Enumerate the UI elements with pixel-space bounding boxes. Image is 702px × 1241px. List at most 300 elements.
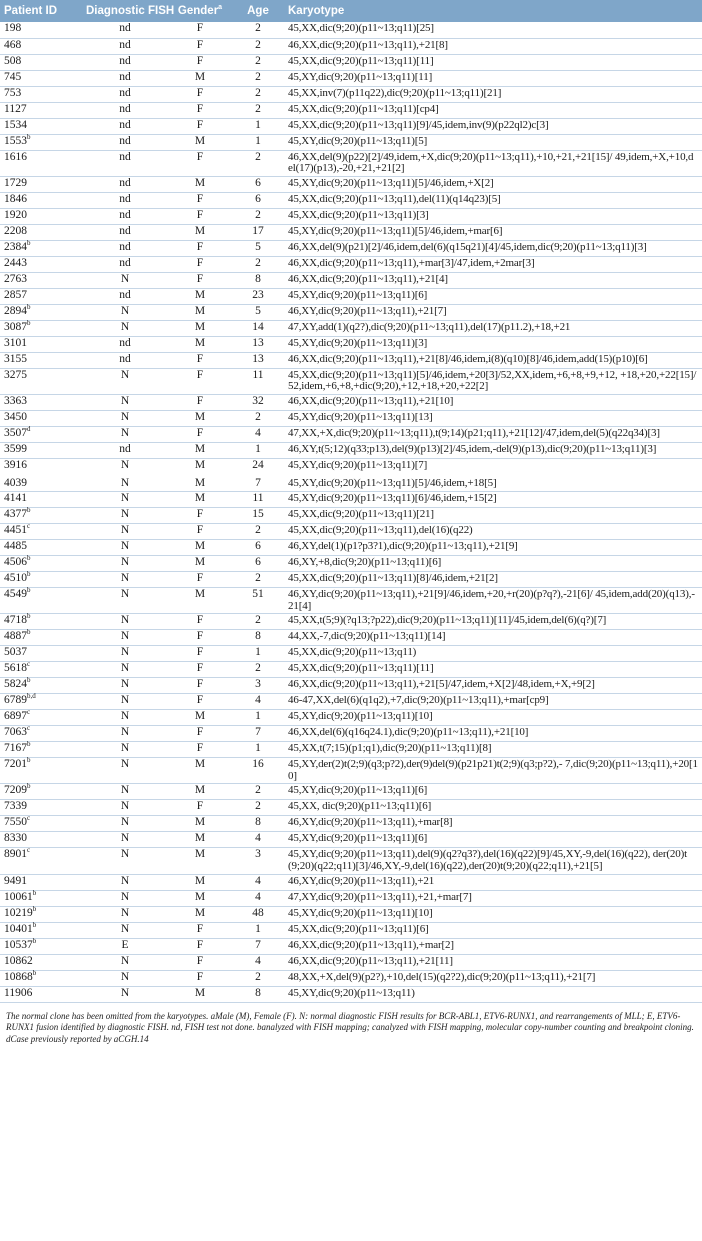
table-row: [0, 832, 702, 848]
karyotype-cell: 45,XX,dic(9;20)(p11~13;q11)[cp4]: [284, 102, 702, 118]
footnote-marker: d: [27, 425, 31, 434]
table-row: [0, 475, 702, 492]
gender-cell: F: [168, 150, 232, 176]
karyotype-cell: 45,XY,dic(9;20)(p11~13;q11): [284, 986, 702, 1002]
patient-id-cell: 7063$^c$: [0, 726, 82, 742]
age-cell: 1: [232, 710, 284, 726]
diagnostic-fish-cell: N: [82, 508, 168, 524]
patient-id-cell: 1729: [0, 176, 82, 192]
diagnostic-fish-cell: nd: [82, 150, 168, 176]
karyotype-cell: 45,XX,dic(9;20)(p11~13;q11)[5]/46,idem,+20[3]/52,XX,idem,+6,+8,+9,+12, +18,+20,+22[15]/52,idem,+6,+8,+dic(9;20),+12,+18,+20,+22[2]: [284, 368, 702, 394]
patient-id-cell: 4887$^b$: [0, 630, 82, 646]
header-patient-id: Patient ID: [0, 0, 82, 22]
footnote-marker: b: [27, 612, 31, 621]
footnote-marker: c: [27, 522, 31, 531]
table-row: [0, 336, 702, 352]
gender-cell: M: [168, 710, 232, 726]
age-cell: 1: [232, 118, 284, 134]
age-cell: 11: [232, 368, 284, 394]
table-row: [0, 240, 702, 256]
table-row: [0, 614, 702, 630]
gender-cell: F: [168, 572, 232, 588]
table-row: [0, 662, 702, 678]
karyotype-cell: 45,XX,dic(9;20)(p11~13;q11)[9]/45,idem,inv(9)(p22ql2)c[3]: [284, 118, 702, 134]
age-cell: 8: [232, 630, 284, 646]
age-cell: 8: [232, 816, 284, 832]
age-cell: 2: [232, 410, 284, 426]
footnote-marker: b: [27, 570, 31, 579]
karyotype-cell: 44,XX,-7,dic(9;20)(p11~13;q11)[14]: [284, 630, 702, 646]
diagnostic-fish-cell: N: [82, 662, 168, 678]
karyotype-cell: 45,XY,dic(9;20)(p11~13;q11)[7]: [284, 458, 702, 475]
karyotype-cell: 45,XX,dic(9;20)(p11~13;q11),del(11)(q14q23)[5]: [284, 192, 702, 208]
patient-id-cell: 3363: [0, 394, 82, 410]
patient-id-cell: 3087$^b$: [0, 320, 82, 336]
karyotype-cell: 45,XX,dic(9;20)(p11~13;q11),del(16)(q22): [284, 524, 702, 540]
patient-id-cell: 3507$^d$: [0, 426, 82, 442]
karyotype-cell: 45,XX,dic(9;20)(p11~13;q11)[6]: [284, 922, 702, 938]
table-row: [0, 208, 702, 224]
age-cell: 16: [232, 758, 284, 784]
age-cell: 2: [232, 102, 284, 118]
age-cell: 2: [232, 70, 284, 86]
patient-id-cell: 2763: [0, 272, 82, 288]
table-row: [0, 102, 702, 118]
footnote-marker: b: [27, 628, 31, 637]
patient-id-cell: 10219$^b$: [0, 906, 82, 922]
age-cell: 23: [232, 288, 284, 304]
karyotype-cell: 46,XX,dic(9;20)(p11~13;q11),+mar[2]: [284, 938, 702, 954]
age-cell: 2: [232, 524, 284, 540]
age-cell: 6: [232, 540, 284, 556]
age-cell: 5: [232, 240, 284, 256]
gender-cell: M: [168, 70, 232, 86]
diagnostic-fish-cell: N: [82, 475, 168, 492]
gender-cell: M: [168, 758, 232, 784]
karyotype-cell: 45,XY,dic(9;20)(p11~13;q11)[5]: [284, 134, 702, 150]
table-row: [0, 726, 702, 742]
gender-cell: F: [168, 208, 232, 224]
patient-id-cell: 753: [0, 86, 82, 102]
table-row: [0, 800, 702, 816]
gender-cell: F: [168, 630, 232, 646]
table-row: [0, 572, 702, 588]
karyotype-cell: 48,XX,+X,del(9)(p2?),+10,del(15)(q2?2),dic(9;20)(p11~13;q11),+21[7]: [284, 970, 702, 986]
diagnostic-fish-cell: N: [82, 970, 168, 986]
table-row: [0, 86, 702, 102]
patient-id-cell: 5037: [0, 646, 82, 662]
karyotype-cell: 46,XY,t(5;12)(q33;p13),del(9)(p13)[2]/45,idem,-del(9)(p13),dic(9;20)(p11~13;q11)[3]: [284, 442, 702, 458]
patient-id-cell: 6789$^{b,d}$: [0, 694, 82, 710]
age-cell: 1: [232, 742, 284, 758]
gender-cell: F: [168, 646, 232, 662]
gender-cell: M: [168, 784, 232, 800]
gender-cell: F: [168, 426, 232, 442]
gender-cell: F: [168, 240, 232, 256]
gender-cell: M: [168, 492, 232, 508]
gender-cell: M: [168, 320, 232, 336]
table-row: [0, 588, 702, 614]
age-cell: 2: [232, 614, 284, 630]
patient-id-cell: 7209$^b$: [0, 784, 82, 800]
age-cell: 6: [232, 556, 284, 572]
diagnostic-fish-cell: nd: [82, 22, 168, 38]
gender-cell: F: [168, 38, 232, 54]
diagnostic-fish-cell: nd: [82, 54, 168, 70]
age-cell: 13: [232, 336, 284, 352]
age-cell: 1: [232, 134, 284, 150]
diagnostic-fish-cell: N: [82, 524, 168, 540]
diagnostic-fish-cell: N: [82, 758, 168, 784]
age-cell: 2: [232, 800, 284, 816]
karyotype-cell: 45,XY,dic(9;20)(p11~13;q11),del(9)(q2?q3?),del(16)(q22)[9]/45,XY,-9,del(16)(q22), der(20)t(9;20)(q22;q11)[3]/46,XY,-9,del(16)(q22),der(20)t(9;20)(q22;q11),+21[5]: [284, 848, 702, 874]
karyotype-cell: 46,XX,del(6)(q16q24.1),dic(9;20)(p11~13;q11),+21[10]: [284, 726, 702, 742]
footnote-marker: b: [32, 920, 37, 929]
karyotype-cell: 45,XY,dic(9;20)(p11~13;q11)[3]: [284, 336, 702, 352]
patient-id-cell: 4718$^b$: [0, 614, 82, 630]
footnote-marker: b: [27, 554, 31, 563]
diagnostic-fish-cell: N: [82, 922, 168, 938]
gender-cell: F: [168, 922, 232, 938]
gender-cell: M: [168, 304, 232, 320]
gender-cell: F: [168, 118, 232, 134]
table-row: [0, 134, 702, 150]
table-row: [0, 224, 702, 240]
diagnostic-fish-cell: nd: [82, 256, 168, 272]
patient-id-cell: 1553$^b$: [0, 134, 82, 150]
patient-id-cell: 3599: [0, 442, 82, 458]
gender-cell: F: [168, 938, 232, 954]
table-row: [0, 784, 702, 800]
patient-id-cell: 4506$^b$: [0, 556, 82, 572]
footnote-marker: b: [27, 506, 31, 515]
table-row: [0, 874, 702, 890]
karyotype-cell: 45,XY,dic(9;20)(p11~13;q11)[11]: [284, 70, 702, 86]
diagnostic-fish-cell: N: [82, 304, 168, 320]
gender-cell: F: [168, 954, 232, 970]
table-row: [0, 848, 702, 874]
table-row: [0, 272, 702, 288]
gender-cell: M: [168, 442, 232, 458]
patient-id-cell: 4485: [0, 540, 82, 556]
karyotype-cell: 45,XX,dic(9;20)(p11~13;q11)[21]: [284, 508, 702, 524]
diagnostic-fish-cell: N: [82, 726, 168, 742]
age-cell: 2: [232, 38, 284, 54]
patient-id-cell: 8901$^c$: [0, 848, 82, 874]
karyotype-cell: 45,XY,dic(9;20)(p11~13;q11)[5]/46,idem,+18[5]: [284, 475, 702, 492]
table-row: [0, 556, 702, 572]
footnote-marker: b: [32, 936, 37, 945]
gender-cell: F: [168, 614, 232, 630]
age-cell: 14: [232, 320, 284, 336]
patient-id-cell: 5824$^b$: [0, 678, 82, 694]
diagnostic-fish-cell: N: [82, 694, 168, 710]
karyotype-cell: 45,XY,dic(9;20)(p11~13;q11)[10]: [284, 710, 702, 726]
gender-cell: M: [168, 906, 232, 922]
gender-cell: M: [168, 556, 232, 572]
gender-cell: M: [168, 816, 232, 832]
karyotype-cell: 45,XY,der(2)t(2;9)(q3;p?2),der(9)del(9)(p21p21)t(2;9)(q3;p?2),- 7,dic(9;20)(p11~13;q11),+20[10]: [284, 758, 702, 784]
karyotype-cell: 47,XX,+X,dic(9;20)(p11~13;q11),t(9;14)(p21;q11),+21[12]/47,idem,del(5)(q22q34)[3]: [284, 426, 702, 442]
patient-id-cell: 7167$^b$: [0, 742, 82, 758]
diagnostic-fish-cell: nd: [82, 118, 168, 134]
gender-cell: F: [168, 256, 232, 272]
footnote-marker: c: [27, 814, 31, 823]
table-row: [0, 176, 702, 192]
table-footnote: The normal clone has been omitted from the karyotypes. aMale (M), Female (F). N: normal diagnostic FISH results for BCR-ABL1, ETV6-RUNX1, and rearrangements of MLL; E, ETV6-RUNX1 fusion identified by diagnostic FISH. nd, FISH test not done. banalyzed with FISH mapping; canalyzed with FISH mapping, molecular copy-number counting and breakpoint cloning. dCase previously reported by aCGH.14: [6, 1010, 694, 1044]
footnote-marker: b,d: [27, 692, 36, 701]
gender-cell: M: [168, 458, 232, 475]
karyotype-cell: 45,XY,dic(9;20)(p11~13;q11)[13]: [284, 410, 702, 426]
karyotype-cell: 46,XX,dic(9;20)(p11~13;q11),+21[5]/47,idem,+X[2]/48,idem,+X,+9[2]: [284, 678, 702, 694]
karyotype-cell: 46,XX,dic(9;20)(p11~13;q11),+mar[3]/47,idem,+2mar[3]: [284, 256, 702, 272]
karyotype-cell: 46,XX,del(9)(p21)[2]/46,idem,del(6)(q15q21)[4]/45,idem,dic(9;20)(p11~13;q11)[3]: [284, 240, 702, 256]
patient-id-cell: 1616: [0, 150, 82, 176]
gender-cell: F: [168, 86, 232, 102]
header-age: Age: [232, 0, 284, 22]
karyotype-cell: 46,XX,dic(9;20)(p11~13;q11),+21[10]: [284, 394, 702, 410]
table-row: [0, 70, 702, 86]
table-row: [0, 320, 702, 336]
table-row: [0, 394, 702, 410]
diagnostic-fish-cell: N: [82, 832, 168, 848]
diagnostic-fish-cell: N: [82, 646, 168, 662]
table-row: [0, 410, 702, 426]
gender-cell: F: [168, 22, 232, 38]
table-row: [0, 192, 702, 208]
gender-cell: M: [168, 986, 232, 1002]
gender-cell: M: [168, 540, 232, 556]
patient-id-cell: 3101: [0, 336, 82, 352]
gender-cell: F: [168, 524, 232, 540]
gender-cell: M: [168, 224, 232, 240]
table-row: [0, 922, 702, 938]
footnote-marker: b: [27, 676, 31, 685]
diagnostic-fish-cell: N: [82, 678, 168, 694]
patient-id-cell: 10401$^b$: [0, 922, 82, 938]
karyotype-cell: 45,XX,t(7;15)(p1;q1),dic(9;20)(p11~13;q11)[8]: [284, 742, 702, 758]
table-row: [0, 118, 702, 134]
patient-id-cell: 4451$^c$: [0, 524, 82, 540]
age-cell: 2: [232, 784, 284, 800]
patient-id-cell: 2443: [0, 256, 82, 272]
patient-id-cell: 2384$^b$: [0, 240, 82, 256]
patient-id-cell: 1846: [0, 192, 82, 208]
table-row: [0, 758, 702, 784]
patient-id-cell: 10061$^b$: [0, 890, 82, 906]
patient-id-cell: 1534: [0, 118, 82, 134]
footnote-marker: b: [27, 782, 31, 791]
gender-cell: F: [168, 662, 232, 678]
gender-cell: M: [168, 134, 232, 150]
age-cell: 8: [232, 272, 284, 288]
patient-id-cell: 5618$^c$: [0, 662, 82, 678]
footnote-marker: b: [27, 132, 31, 141]
karyotype-cell: 45,XY,dic(9;20)(p11~13;q11)[6]: [284, 832, 702, 848]
patient-id-cell: 10868$^b$: [0, 970, 82, 986]
karyotype-cell: 46,XX,dic(9;20)(p11~13;q11),+21[8]: [284, 38, 702, 54]
gender-cell: M: [168, 336, 232, 352]
diagnostic-fish-cell: N: [82, 410, 168, 426]
patient-id-cell: 2208: [0, 224, 82, 240]
diagnostic-fish-cell: nd: [82, 176, 168, 192]
karyotype-cell: 47,XY,dic(9;20)(p11~13;q11),+21,+mar[7]: [284, 890, 702, 906]
table-row: [0, 906, 702, 922]
table-row: [0, 540, 702, 556]
age-cell: 11: [232, 492, 284, 508]
gender-cell: F: [168, 272, 232, 288]
age-cell: 2: [232, 86, 284, 102]
table-row: [0, 288, 702, 304]
age-cell: 1: [232, 922, 284, 938]
karyotype-cell: 45,XX,dic(9;20)(p11~13;q11)[11]: [284, 662, 702, 678]
diagnostic-fish-cell: N: [82, 848, 168, 874]
patient-id-cell: 4039: [0, 475, 82, 492]
diagnostic-fish-cell: N: [82, 874, 168, 890]
table-row: [0, 492, 702, 508]
karyotype-cell: 46,XY,dic(9;20)(p11~13;q11),+mar[8]: [284, 816, 702, 832]
gender-cell: F: [168, 800, 232, 816]
diagnostic-fish-cell: N: [82, 986, 168, 1002]
age-cell: 6: [232, 192, 284, 208]
karyotype-cell: 45,XX,t(5;9)(?q13;?p22),dic(9;20)(p11~13;q11)[11]/45,idem,del(6)(q?)[7]: [284, 614, 702, 630]
table-row: [0, 524, 702, 540]
patient-id-cell: 3916: [0, 458, 82, 475]
patient-id-cell: 10537$^b$: [0, 938, 82, 954]
diagnostic-fish-cell: E: [82, 938, 168, 954]
diagnostic-fish-cell: nd: [82, 208, 168, 224]
table-row: [0, 646, 702, 662]
diagnostic-fish-cell: nd: [82, 288, 168, 304]
footnote-marker: c: [27, 724, 31, 733]
diagnostic-fish-cell: N: [82, 890, 168, 906]
karyotype-cell: 45,XX, dic(9;20)(p11~13;q11)[6]: [284, 800, 702, 816]
diagnostic-fish-cell: nd: [82, 38, 168, 54]
age-cell: 1: [232, 442, 284, 458]
gender-cell: M: [168, 890, 232, 906]
footnote-marker: b: [27, 756, 31, 765]
age-cell: 4: [232, 954, 284, 970]
header-karyotype: Karyotype: [284, 0, 702, 22]
karyotype-cell: 46,XX,dic(9;20)(p11~13;q11),+21[4]: [284, 272, 702, 288]
gender-cell: F: [168, 352, 232, 368]
table-row: [0, 742, 702, 758]
footnote-marker: c: [27, 660, 31, 669]
diagnostic-fish-cell: N: [82, 954, 168, 970]
gender-cell: M: [168, 176, 232, 192]
diagnostic-fish-cell: N: [82, 492, 168, 508]
diagnostic-fish-cell: N: [82, 556, 168, 572]
age-cell: 4: [232, 832, 284, 848]
table-row: [0, 150, 702, 176]
karyotype-cell: 45,XX,dic(9;20)(p11~13;q11): [284, 646, 702, 662]
table-row: [0, 304, 702, 320]
karyotype-cell: 45,XX,dic(9;20)(p11~13;q11)[25]: [284, 22, 702, 38]
age-cell: 4: [232, 426, 284, 442]
patient-id-cell: 3155: [0, 352, 82, 368]
diagnostic-fish-cell: N: [82, 784, 168, 800]
diagnostic-fish-cell: N: [82, 816, 168, 832]
patient-id-cell: 6897$^c$: [0, 710, 82, 726]
gender-cell: F: [168, 192, 232, 208]
table-row: [0, 710, 702, 726]
patient-id-cell: 4377$^b$: [0, 508, 82, 524]
diagnostic-fish-cell: N: [82, 588, 168, 614]
diagnostic-fish-cell: N: [82, 800, 168, 816]
gender-cell: M: [168, 475, 232, 492]
footnote-marker: c: [27, 846, 31, 855]
table-row: [0, 442, 702, 458]
age-cell: 3: [232, 848, 284, 874]
age-cell: 4: [232, 874, 284, 890]
patient-id-cell: 468: [0, 38, 82, 54]
footnote-marker: b: [32, 968, 37, 977]
age-cell: 7: [232, 938, 284, 954]
patient-id-cell: 4510$^b$: [0, 572, 82, 588]
age-cell: 2: [232, 970, 284, 986]
karyotype-cell: 45,XY,dic(9;20)(p11~13;q11)[6]: [284, 288, 702, 304]
gender-cell: F: [168, 726, 232, 742]
table-row: [0, 54, 702, 70]
karyotype-cell: 45,XX,dic(9;20)(p11~13;q11)[11]: [284, 54, 702, 70]
age-cell: 6: [232, 176, 284, 192]
age-cell: 8: [232, 986, 284, 1002]
gender-cell: M: [168, 874, 232, 890]
age-cell: 3: [232, 678, 284, 694]
karyotype-cell: 46-47,XX,del(6)(q1q2),+7,dic(9;20)(p11~13;q11),+mar[cp9]: [284, 694, 702, 710]
karyotype-cell: 46,XX,dic(9;20)(p11~13;q11),+21[8]/46,idem,i(8)(q10)[8]/46,idem,add(15)(p10)[6]: [284, 352, 702, 368]
karyotype-cell: 45,XX,dic(9;20)(p11~13;q11)[3]: [284, 208, 702, 224]
karyotype-cell: 45,XY,dic(9;20)(p11~13;q11)[6]: [284, 784, 702, 800]
table-row: [0, 352, 702, 368]
diagnostic-fish-cell: nd: [82, 224, 168, 240]
karyotype-cell: 46,XX,dic(9;20)(p11~13;q11),+21[11]: [284, 954, 702, 970]
patient-id-cell: 9491: [0, 874, 82, 890]
table-row: [0, 508, 702, 524]
diagnostic-fish-cell: nd: [82, 70, 168, 86]
gender-cell: F: [168, 742, 232, 758]
table-row: [0, 954, 702, 970]
age-cell: 48: [232, 906, 284, 922]
age-cell: 32: [232, 394, 284, 410]
age-cell: 1: [232, 646, 284, 662]
table-row: [0, 890, 702, 906]
diagnostic-fish-cell: N: [82, 320, 168, 336]
diagnostic-fish-cell: nd: [82, 336, 168, 352]
diagnostic-fish-cell: N: [82, 742, 168, 758]
table-row: [0, 458, 702, 475]
patient-id-cell: 745: [0, 70, 82, 86]
age-cell: 15: [232, 508, 284, 524]
diagnostic-fish-cell: nd: [82, 352, 168, 368]
footnote-marker: b: [32, 904, 37, 913]
diagnostic-fish-cell: nd: [82, 134, 168, 150]
patient-id-cell: 1920: [0, 208, 82, 224]
age-cell: 2: [232, 662, 284, 678]
table-row: [0, 38, 702, 54]
age-cell: 7: [232, 726, 284, 742]
diagnostic-fish-cell: nd: [82, 102, 168, 118]
patient-id-cell: 4549$^b$: [0, 588, 82, 614]
diagnostic-fish-cell: N: [82, 394, 168, 410]
footnote-marker: c: [27, 708, 31, 717]
gender-cell: F: [168, 508, 232, 524]
footnote-marker: b: [27, 586, 31, 595]
karyotype-cell: 45,XX,inv(7)(p11q22),dic(9;20)(p11~13;q11)[21]: [284, 86, 702, 102]
gender-cell: F: [168, 678, 232, 694]
age-cell: 2: [232, 256, 284, 272]
table-row: [0, 694, 702, 710]
